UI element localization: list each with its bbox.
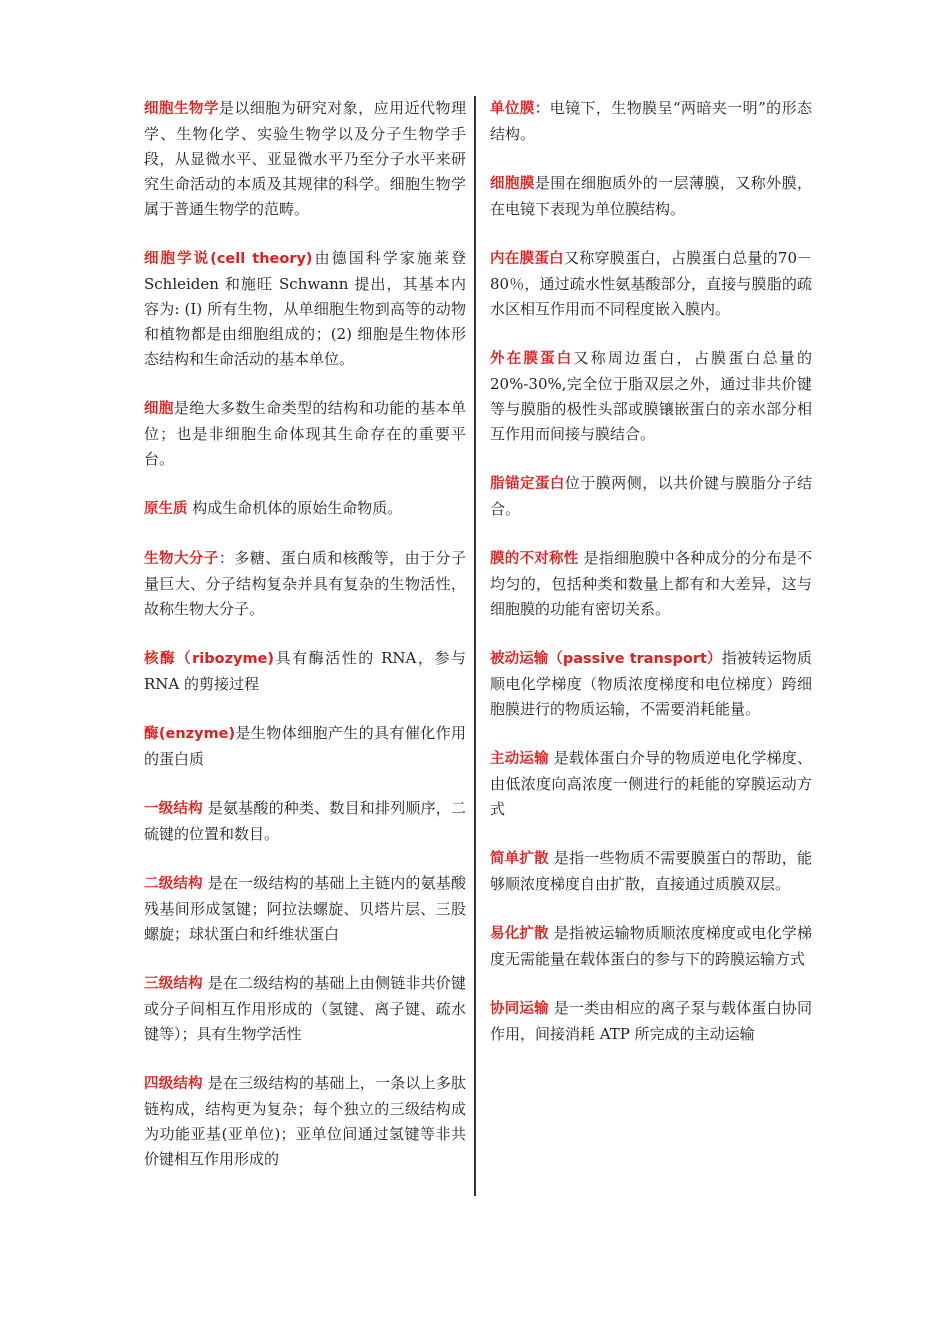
- term-definition: 是氨基酸的种类、数目和排列顺序，二硫键的位置和数目。: [144, 799, 466, 843]
- term-label: 简单扩散: [490, 851, 549, 867]
- term-label: 二级结构: [144, 876, 203, 892]
- term-definition: 又称周边蛋白，占膜蛋白总量的20%-30%,完全位于脂双层之外，通过非共价键等与膜脂的极性头部或膜镶嵌蛋白的亲水部分相互作用而间接与膜结合。: [490, 349, 812, 443]
- term-definition: 是指一些物质不需要膜蛋白的帮助，能够顺浓度梯度自由扩散，直接通过质膜双层。: [490, 849, 812, 893]
- term-label: 脂锚定蛋白: [490, 476, 565, 492]
- term-label: 三级结构: [144, 976, 203, 992]
- term-label: 原生质: [144, 501, 188, 517]
- term-definition: 是以细胞为研究对象，应用近代物理学、生物化学、实验生物学以及分子生物学手段，从显微水平、亚显微水平乃至分子水平来研究生命活动的本质及其规律的科学。细胞生物学属于普通生物学的范畴。: [144, 99, 466, 218]
- definition-entry: [144, 796, 466, 847]
- definition-entry: [490, 746, 812, 822]
- definition-entry: [490, 246, 812, 322]
- definition-entry: [490, 471, 812, 522]
- term-definition: 是指被运输物质顺浓度梯度或电化学梯度无需能量在载体蛋白的参与下的跨膜运输方式: [490, 924, 812, 968]
- definition-entry: [144, 496, 466, 522]
- term-label: 易化扩散: [490, 926, 549, 942]
- definition-entry: [490, 96, 812, 147]
- term-definition: ：多糖、蛋白质和核酸等，由于分子量巨大、分子结构复杂并具有复杂的生物活性，故称生物大分子。: [144, 549, 466, 618]
- term-label: 细胞: [144, 401, 174, 417]
- term-definition: 是一类由相应的离子泵与载体蛋白协同作用，间接消耗 ATP 所完成的主动运输: [490, 999, 812, 1043]
- definition-entry: [490, 171, 812, 222]
- term-label: 外在膜蛋白: [490, 351, 574, 367]
- definition-entry: [490, 996, 812, 1047]
- definition-entry: [144, 246, 466, 372]
- term-definition: 是指细胞膜中各种成分的分布是不均匀的，包括种类和数量上都有和大差异，这与细胞膜的功能有密切关系。: [490, 549, 812, 618]
- column-divider: [474, 96, 476, 1196]
- definition-entry: [490, 346, 812, 447]
- term-label: 酶(enzyme): [144, 726, 236, 742]
- term-definition: 是在二级结构的基础上由侧链非共价键或分子间相互作用形成的（氢键、离子键、疏水键等）；具有生物学活性: [144, 974, 466, 1043]
- definition-entry: [144, 1071, 466, 1172]
- term-definition: 电镜下，生物膜呈“两暗夹一明”的形态结构。: [490, 99, 813, 143]
- definition-entry: [490, 546, 812, 622]
- term-definition: 是绝大多数生命类型的结构和功能的基本单位；也是非细胞生命体现其生命存在的重要平台。: [144, 399, 467, 468]
- right-column: [490, 96, 812, 1071]
- term-definition: 是载体蛋白介导的物质逆电化学梯度、由低浓度向高浓度一侧进行的耗能的穿膜运动方式: [490, 749, 812, 818]
- term-label: 被动运输（passive transport）: [490, 651, 722, 667]
- term-label: 单位膜：: [490, 101, 550, 117]
- term-definition: 指被转运物质顺电化学梯度（物质浓度梯度和电位梯度）跨细胞膜进行的物质运输，不需要消耗能量。: [490, 649, 812, 718]
- term-definition: 是围在细胞质外的一层薄膜，又称外膜，在电镜下表现为单位膜结构。: [490, 174, 812, 218]
- term-label: 内在膜蛋白: [490, 251, 564, 267]
- term-label: 生物大分子: [144, 551, 219, 567]
- definition-entry: [490, 921, 812, 972]
- definition-entry: [144, 96, 466, 222]
- definition-entry: [144, 721, 466, 772]
- term-definition: 又称穿膜蛋白，占膜蛋白总量的70－80％，通过疏水性氨基酸部分，直接与膜脂的疏水区相互作用而不同程度嵌入膜内。: [490, 249, 813, 318]
- term-label: 四级结构: [144, 1076, 203, 1092]
- definition-entry: [144, 546, 466, 622]
- definition-entry: [144, 871, 466, 947]
- term-definition: 位于膜两侧，以共价键与膜脂分子结合。: [490, 474, 812, 518]
- term-label: 主动运输: [490, 751, 549, 767]
- term-label: 膜的不对称性: [490, 551, 579, 567]
- term-definition: 是在一级结构的基础上主链内的氨基酸残基间形成氢键；阿拉法螺旋、贝塔片层、三股螺旋；球状蛋白和纤维状蛋白: [144, 874, 466, 943]
- definition-entry: [144, 971, 466, 1047]
- definition-entry: [144, 396, 466, 472]
- term-label: 细胞学说(cell theory): [144, 251, 313, 267]
- term-definition: 是在三级结构的基础上，一条以上多肽链构成，结构更为复杂；每个独立的三级结构成为功能亚基(亚单位)；亚单位间通过氢键等非共价键相互作用形成的: [144, 1074, 466, 1168]
- term-label: 核酶（ribozyme): [144, 651, 275, 667]
- term-label: 细胞膜: [490, 176, 535, 192]
- definition-entry: [490, 646, 812, 722]
- left-column: [144, 96, 466, 1196]
- term-label: 细胞生物学: [144, 101, 219, 117]
- term-label: 协同运输: [490, 1001, 549, 1017]
- definition-entry: [490, 846, 812, 897]
- term-definition: 由德国科学家施莱登 Schleiden 和施旺 Schwann 提出，其基本内容为: (I) 所有生物，从单细胞生物到高等的动物和植物都是由细胞组成的；(2) 细胞是生物体形态结构和生命活动的基本单位。: [144, 249, 466, 368]
- term-definition: 是生物体细胞产生的具有催化作用的蛋白质: [144, 724, 466, 768]
- term-definition: 具有酶活性的 RNA，参与 RNA 的剪接过程: [144, 649, 466, 693]
- definition-entry: [144, 646, 466, 697]
- term-definition: 构成生命机体的原始生命物质。: [187, 499, 403, 517]
- term-label: 一级结构: [144, 801, 203, 817]
